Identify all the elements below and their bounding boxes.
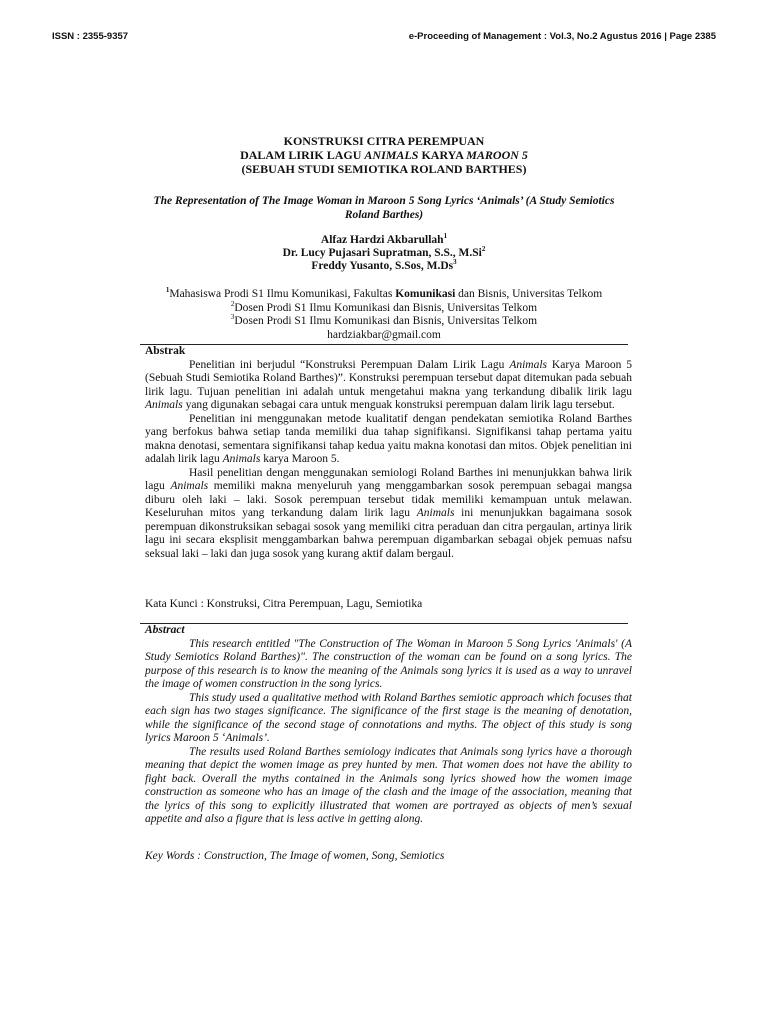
abstrak-section (145, 345, 632, 561)
author-email: hardziakbar@gmail.com (327, 328, 441, 341)
abstrak-paragraph: Penelitian ini menggunakan metode kualitatif dengan pendekatan semiotika Roland Barthes yang berfokus bahwa setiap tanda memiliki dua tahap signifikansi. Signifikansi tahap pertama yaitu makna denotasi, sementara signifikansi tahap kedua yaitu makna konotasi dan mitos. Objek penelitian ini adalah lirik lagu Animals karya Maroon 5. (145, 412, 632, 465)
affiliations (0, 288, 768, 342)
abstract-paragraph: The results used Roland Barthes semiology indicates that Animals song lyrics have a thorough meaning that depict the women image as prey hunted by men. That women does not have the ability to fight back. Overall the myths contained in the Animals song lyrics showed how the women image construction as someone who has an image of the clash and the image of the association, meaning that the lyrics of this song to explicitly illustrated that women are portrayed as objects of men’s sexual appetite and also a figure that is less active in getting along. (145, 745, 632, 825)
affiliation-1: $^1$Mahasiswa Prodi S1 Ilmu Komunikasi, Fakultas Komunikasi dan Bisnis, Universitas Telkom (165, 286, 603, 300)
author: Dr. Lucy Pujasari Supratman, S.S., M.Si$^2$ (282, 245, 486, 259)
abstrak-heading: Abstrak (145, 345, 186, 357)
affiliation-2: $^2$Dosen Prodi S1 Ilmu Komunikasi dan Bisnis, Universitas Telkom (230, 299, 538, 314)
page-header (52, 31, 716, 42)
abstract-heading: Abstract (145, 624, 185, 636)
abstract-section (145, 624, 632, 827)
author: Alfaz Hardzi Akbarullah$^1$ (320, 232, 448, 246)
abstrak-paragraph: Penelitian ini berjudul “Konstruksi Perempuan Dalam Lirik Lagu Animals Karya Maroon 5 (Sebuah Studi Semiotika Roland Barthes)”. Konstruksi perempuan tersebut dapat ditemukan pada sebuah lirik lagu. Tujuan penelitian ini adalah untuk mengetahui makna yang terkandung dibalik lirik lagu Animals yang digunakan sebagai cara untuk menguak konstruksi perempuan dalam lirik lagu tersebut. (145, 358, 632, 411)
abstract-paragraph: This study used a qualitative method with Roland Barthes semiotic approach which focuses that each sign has two stages significance. The significance of the first stage is the meaning of denotation, while the significance of the second stage of connotations and myths. The object of this study is song lyrics Maroon 5 ‘Animals’. (145, 691, 632, 744)
english-title: The Representation of The Image Woman in Maroon 5 Song Lyrics ‘Animals’ (A Study Semiotics Roland Barthes) (153, 195, 615, 221)
abstract-paragraph: This research entitled "The Construction of The Woman in Maroon 5 Song Lyrics 'Animals' (A Study Semiotics Roland Barthes)". The construction of the woman can be found on a song lyrics. The purpose of this research is to know the meaning of the Animals song lyrics it is used as a way to unravel the image of women construction in the song lyrics. (145, 637, 632, 690)
abstrak-paragraph: Hasil penelitian dengan menggunakan semiologi Roland Barthes ini menunjukkan bahwa lirik lagu Animals memiliki makna menyeluruh yang menggambarkan sosok perempuan sebagai mangsa diburu oleh laki – laki. Sosok perempuan tersebut tidak memiliki kemampuan untuk melawan. Keseluruhan mitos yang terkandung dalam lirik lagu Animals ini menunjukkan bagaimana sosok perempuan dikonstruksikan sebagai sosok yang memiliki citra peraduan dan citra pergaulan, artinya lirik lagu ini secara eksplisit menggambarkan bahwa perempuan digambarkan sebagai objek pemuas nafsu seksual laki – laki dan juga sosok yang kurang aktif dalam bergaul. (145, 466, 632, 560)
issn: ISSN : 2355-9357 (52, 31, 129, 42)
affiliation-3: $^3$Dosen Prodi S1 Ilmu Komunikasi dan Bisnis, Universitas Telkom (230, 313, 538, 327)
author-list (0, 234, 768, 273)
title-line-1: KONSTRUKSI CITRA PEREMPUAN (283, 134, 485, 148)
paper-title (0, 134, 768, 176)
key-words: Key Words : Construction, The Image of women, Song, Semiotics (145, 850, 445, 862)
kata-kunci: Kata Kunci : Konstruksi, Citra Perempuan, Lagu, Semiotika (145, 598, 423, 610)
title-line-2: DALAM LIRIK LAGU ANIMALS KARYA MAROON 5 (240, 148, 528, 162)
proceeding-info: e-Proceeding of Management : Vol.3, No.2 Agustus 2016 | Page 2385 (408, 31, 716, 42)
title-line-3: (SEBUAH STUDI SEMIOTIKA ROLAND BARTHES) (241, 162, 527, 176)
author: Freddy Yusanto, S.Sos, M.Ds$^3$ (311, 258, 457, 272)
